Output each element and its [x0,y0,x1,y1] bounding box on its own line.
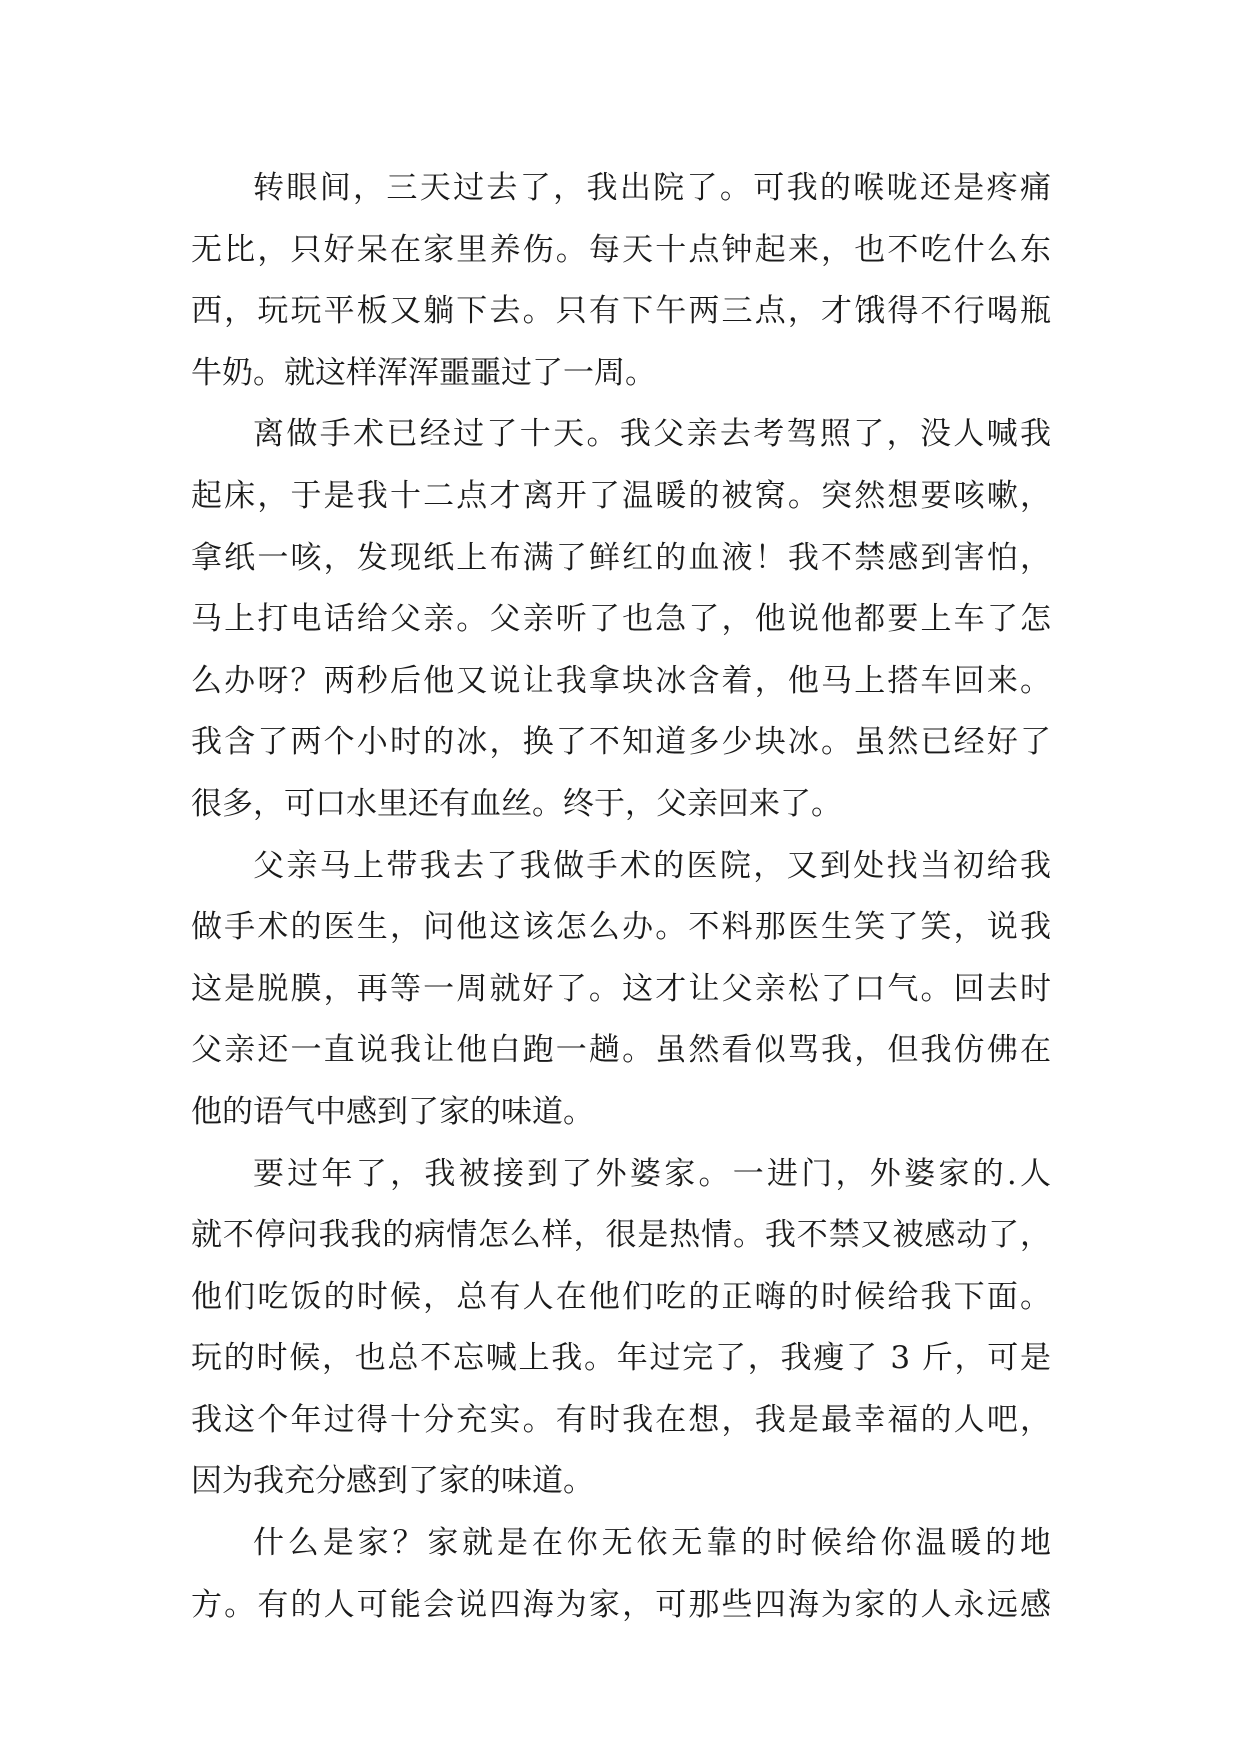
paragraph-1-line-1: 转眼间，三天过去了，我出院了。可我的喉咙还是疼痛 [253,170,1051,206]
paragraph-4-line-3: 他们吃饭的时候，总有人在他们吃的正嗨的时候给我下面。 [191,1278,1051,1315]
paragraph-2-line-4: 马上打电话给父亲。父亲听了也急了，他说他都要上车了怎 [191,601,1051,638]
paragraph-1-line-4: 牛奶。就这样浑浑噩噩过了一周。 [191,354,656,391]
paragraph-3-line-3: 这是脱膜，再等一周就好了。这才让父亲松了口气。回去时 [191,970,1051,1007]
paragraph-1-line-2: 无比，只好呆在家里养伤。每天十点钟起来，也不吃什么东 [191,231,1051,268]
paragraph-3-line-2: 做手术的医生，问他这该怎么办。不料那医生笑了笑，说我 [191,909,1051,946]
paragraph-3-line-5: 他的语气中感到了家的味道。 [191,1093,594,1130]
paragraph-2-line-1: 离做手术已经过了十天。我父亲去考驾照了，没人喊我 [253,416,1051,453]
paragraph-5-line-2: 方。有的人可能会说四海为家，可那些四海为家的人永远感 [191,1586,1051,1623]
paragraph-2-line-3: 拿纸一咳，发现纸上布满了鲜红的血液！我不禁感到害怕， [191,539,1051,576]
document-body [191,158,1051,1636]
paragraph-4-line-1: 要过年了，我被接到了外婆家。一进门，外婆家的.人 [253,1155,1051,1192]
paragraph-2-line-6: 我含了两个小时的冰，换了不知道多少块冰。虽然已经好了 [191,724,1051,761]
paragraph-3-line-1: 父亲马上带我去了我做手术的医院，又到处找当初给我 [253,847,1051,884]
paragraph-2-line-2: 起床，于是我十二点才离开了温暖的被窝。突然想要咳嗽， [191,477,1051,514]
paragraph-5-line-1: 什么是家？家就是在你无依无靠的时候给你温暖的地 [253,1525,1051,1562]
paragraph-1-line-3: 西，玩玩平板又躺下去。只有下午两三点，才饿得不行喝瓶 [191,293,1051,330]
paragraph-3-line-4: 父亲还一直说我让他白跑一趟。虽然看似骂我，但我仿佛在 [191,1032,1051,1069]
paragraph-4-line-4: 玩的时候，也总不忘喊上我。年过完了，我瘦了 3 斤，可是 [191,1340,1051,1377]
paragraph-2-line-5: 么办呀？两秒后他又说让我拿块冰含着，他马上搭车回来。 [191,662,1051,699]
paragraph-4-line-6: 因为我充分感到了家的味道。 [191,1463,594,1500]
paragraph-4-line-2: 就不停问我我的病情怎么样，很是热情。我不禁又被感动了， [191,1217,1051,1254]
paragraph-4-line-5: 我这个年过得十分充实。有时我在想，我是最幸福的人吧， [191,1401,1051,1438]
paragraph-2-line-7: 很多，可口水里还有血丝。终于，父亲回来了。 [191,785,842,822]
